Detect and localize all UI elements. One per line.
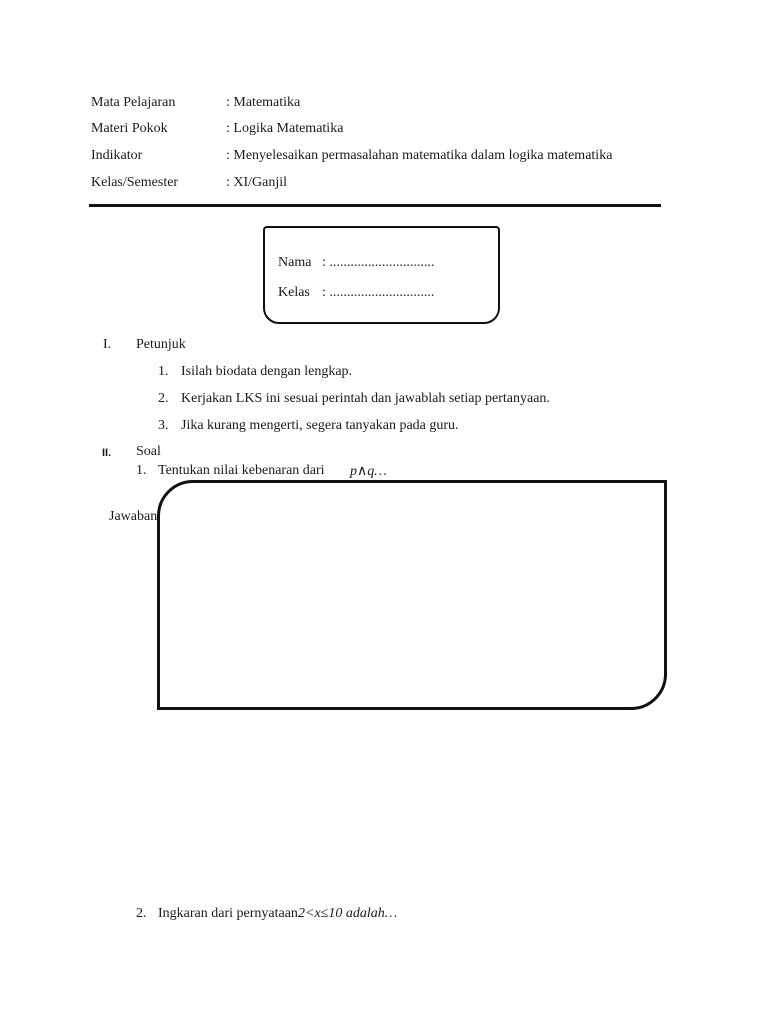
question-2-math: 2<x≤10 adalah… bbox=[298, 906, 398, 921]
meta-value-topic: : Logika Matematika bbox=[226, 121, 344, 136]
answer-label: Jawaban: bbox=[109, 509, 162, 524]
answer-box[interactable] bbox=[157, 480, 667, 710]
meta-label-class: Kelas/Semester bbox=[91, 175, 179, 190]
question-1-number: 1. bbox=[136, 463, 147, 478]
meta-value-indicator: : Menyelesaikan permasalahan matematika dalam logika matematika bbox=[226, 148, 613, 163]
meta-label-subject: Mata Pelajaran bbox=[91, 95, 176, 110]
question-1-math: p∧q… bbox=[350, 464, 387, 479]
meta-value-class: : XI/Ganjil bbox=[226, 175, 288, 190]
section-1-number: I. bbox=[103, 337, 112, 352]
question-2-number: 2. bbox=[136, 906, 147, 921]
instruction-3-number: 3. bbox=[158, 418, 169, 433]
section-2-title: Soal bbox=[136, 444, 161, 459]
instruction-2-text: Kerjakan LKS ini sesuai perintah dan jawablah setiap pertanyaan. bbox=[181, 391, 550, 406]
name-label: Nama bbox=[278, 255, 312, 270]
instruction-2-number: 2. bbox=[158, 391, 169, 406]
class-label: Kelas bbox=[278, 285, 310, 300]
header-divider bbox=[89, 204, 661, 207]
identity-box bbox=[263, 226, 500, 324]
instruction-1-text: Isilah biodata dengan lengkap. bbox=[181, 364, 353, 379]
meta-label-topic: Materi Pokok bbox=[91, 121, 168, 136]
section-1-title: Petunjuk bbox=[136, 337, 186, 352]
class-field[interactable]: : .............................. bbox=[322, 285, 435, 300]
instruction-1-number: 1. bbox=[158, 364, 169, 379]
question-2-text: Ingkaran dari pernyataan bbox=[158, 906, 298, 921]
instruction-3-text: Jika kurang mengerti, segera tanyakan pada guru. bbox=[181, 418, 459, 433]
name-field[interactable]: : .............................. bbox=[322, 255, 435, 270]
section-2-number: II. bbox=[102, 447, 112, 459]
meta-value-subject: : Matematika bbox=[226, 95, 301, 110]
meta-label-indicator: Indikator bbox=[91, 148, 143, 163]
question-1-text: Tentukan nilai kebenaran dari bbox=[158, 463, 325, 478]
